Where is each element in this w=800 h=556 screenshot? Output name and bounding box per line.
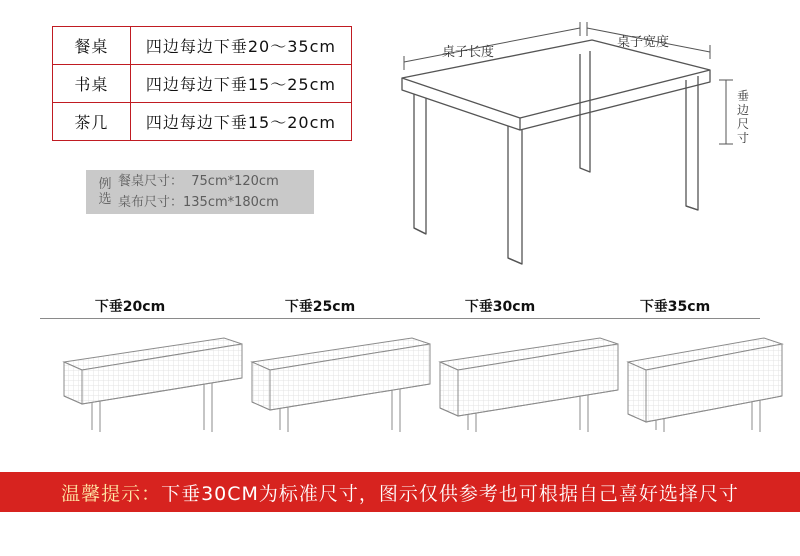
- table-row: [53, 65, 352, 103]
- drop-label-30: 下垂30cm: [464, 299, 536, 315]
- example-line-table-size: 餐桌尺寸： 75cm*120cm: [118, 174, 279, 189]
- table-cell-spec: 四边每边下垂20～35cm: [130, 27, 351, 65]
- footer-text: [61, 479, 739, 506]
- table-cell-spec: 四边每边下垂15～20cm: [130, 103, 351, 141]
- drop-comparison-row: [28, 330, 788, 460]
- footer-prefix: 温馨提示：: [61, 482, 162, 505]
- example-label: [92, 177, 118, 207]
- label-drop-size-char4: 寸: [737, 131, 750, 145]
- drop-label-35: 下垂35cm: [639, 299, 711, 315]
- table-row: [53, 103, 352, 141]
- table-dimension-diagram: [380, 18, 780, 268]
- footer-message: 下垂30CM为标准尺寸，图示仅供参考也可根据自己喜好选择尺寸: [161, 482, 739, 505]
- label-table-length: 桌子长度: [442, 45, 495, 60]
- example-box: [86, 170, 314, 214]
- divider-line: [40, 318, 760, 319]
- drop-label-25: 下垂25cm: [284, 299, 356, 315]
- thumb-drop-35: [628, 338, 782, 432]
- label-drop-size-char2: 边: [737, 103, 750, 117]
- table-cell-type: 餐桌: [53, 27, 131, 65]
- thumb-drop-30: [440, 338, 618, 432]
- table-cell-type: 书桌: [53, 65, 131, 103]
- size-recommendation-table: [52, 26, 352, 141]
- example-label-line1: 例: [98, 177, 112, 192]
- thumb-drop-20: [64, 338, 242, 432]
- table-row: [53, 27, 352, 65]
- thumb-drop-25: [252, 338, 430, 432]
- label-table-width: 桌子宽度: [617, 35, 670, 50]
- label-drop-size-char3: 尺: [737, 117, 750, 131]
- drop-label-row: [40, 296, 760, 316]
- label-drop-size-char1: 垂: [737, 89, 750, 103]
- footer-banner: [0, 472, 800, 512]
- table-diagram-svg: [380, 18, 780, 268]
- table-cell-type: 茶几: [53, 103, 131, 141]
- example-label-line2: 选: [98, 192, 112, 207]
- example-line-cloth-size: 桌布尺寸：135cm*180cm: [118, 195, 279, 210]
- example-lines: [118, 171, 314, 213]
- drop-label-20: 下垂20cm: [94, 299, 166, 315]
- table-cell-spec: 四边每边下垂15～25cm: [130, 65, 351, 103]
- drop-dimension-line: [719, 80, 733, 144]
- drop-comparison-svg: [28, 330, 788, 460]
